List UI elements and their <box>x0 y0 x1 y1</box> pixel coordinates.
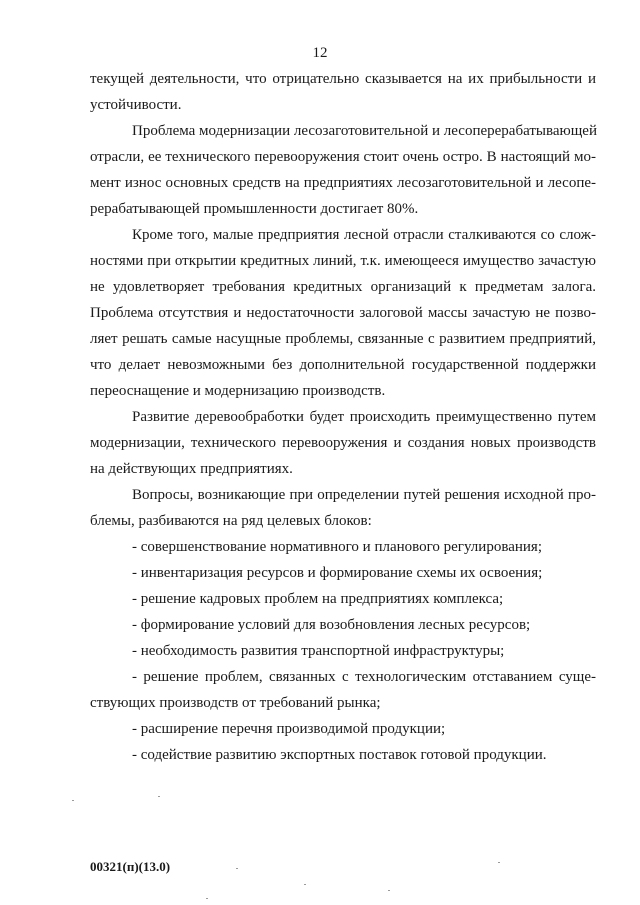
text-line: переоснащение и модернизацию производств. <box>90 383 386 399</box>
text-line: - содействие развитию экспортных поставок готовой продукции. <box>132 747 547 763</box>
text-line: мент износ основных средств на предприятиях лесозаготовительной и лесопе- <box>90 175 596 191</box>
text-line: - решение кадровых проблем на предприятиях комплекса; <box>132 591 504 607</box>
text-line: ностями при открытии кредитных линий, т.к. имеющееся имущество зачастую <box>90 253 596 269</box>
scan-speck <box>498 862 500 863</box>
text-line: модернизации, технического перевооружения и создания новых производств <box>90 435 596 451</box>
text-line: - необходимость развития транспортной инфраструктуры; <box>132 643 505 659</box>
text-line: - решение проблем, связанных с технологическим отставанием суще- <box>132 669 596 685</box>
text-line: - расширение перечня производимой продукции; <box>132 721 446 737</box>
text-line: ствующих производств от требований рынка; <box>90 695 381 711</box>
scan-speck <box>304 884 306 885</box>
text-line: блемы, разбиваются на ряд целевых блоков: <box>90 513 372 529</box>
text-line: на действующих предприятиях. <box>90 461 293 477</box>
text-line: не удовлетворяет требования кредитных организаций к предметам залога. <box>90 279 596 295</box>
text-line: Кроме того, малые предприятия лесной отрасли сталкиваются со слож- <box>132 227 596 243</box>
text-line: Вопросы, возникающие при определении путей решения исходной про- <box>132 487 596 503</box>
scan-speck <box>206 898 208 899</box>
text-line: - инвентаризация ресурсов и формирование схемы их освоения; <box>132 565 543 581</box>
text-line: - формирование условий для возобновления лесных ресурсов; <box>132 617 531 633</box>
scan-speck <box>388 890 390 891</box>
scan-speck <box>72 800 74 801</box>
text-line: ляет решать самые насущные проблемы, связанные с развитием предприятий, <box>90 331 596 347</box>
text-line: текущей деятельности, что отрицательно сказывается на их прибыльности и <box>90 71 596 87</box>
text-line: рерабатывающей промышленности достигает 80%. <box>90 201 419 217</box>
body-text <box>90 66 596 768</box>
text-line: Развитие деревообработки будет происходить преимущественно путем <box>132 409 596 425</box>
scan-speck <box>158 796 160 797</box>
page-number: 12 <box>312 45 328 61</box>
text-line: устойчивости. <box>90 97 182 113</box>
text-line: - совершенствование нормативного и планового регулирования; <box>132 539 542 555</box>
text-line: отрасли, ее технического перевооружения стоит очень остро. В настоящий мо- <box>90 149 596 165</box>
text-line: что делает невозможными без дополнительной государственной поддержки <box>90 357 596 373</box>
scan-speck <box>236 868 238 869</box>
footer-document-code: 00321(п)(13.0) <box>90 859 171 874</box>
text-line: Проблема отсутствия и недостаточности залоговой массы зачастую не позво- <box>90 305 596 321</box>
text-line: Проблема модернизации лесозаготовительной и лесоперерабатывающей <box>132 123 597 139</box>
